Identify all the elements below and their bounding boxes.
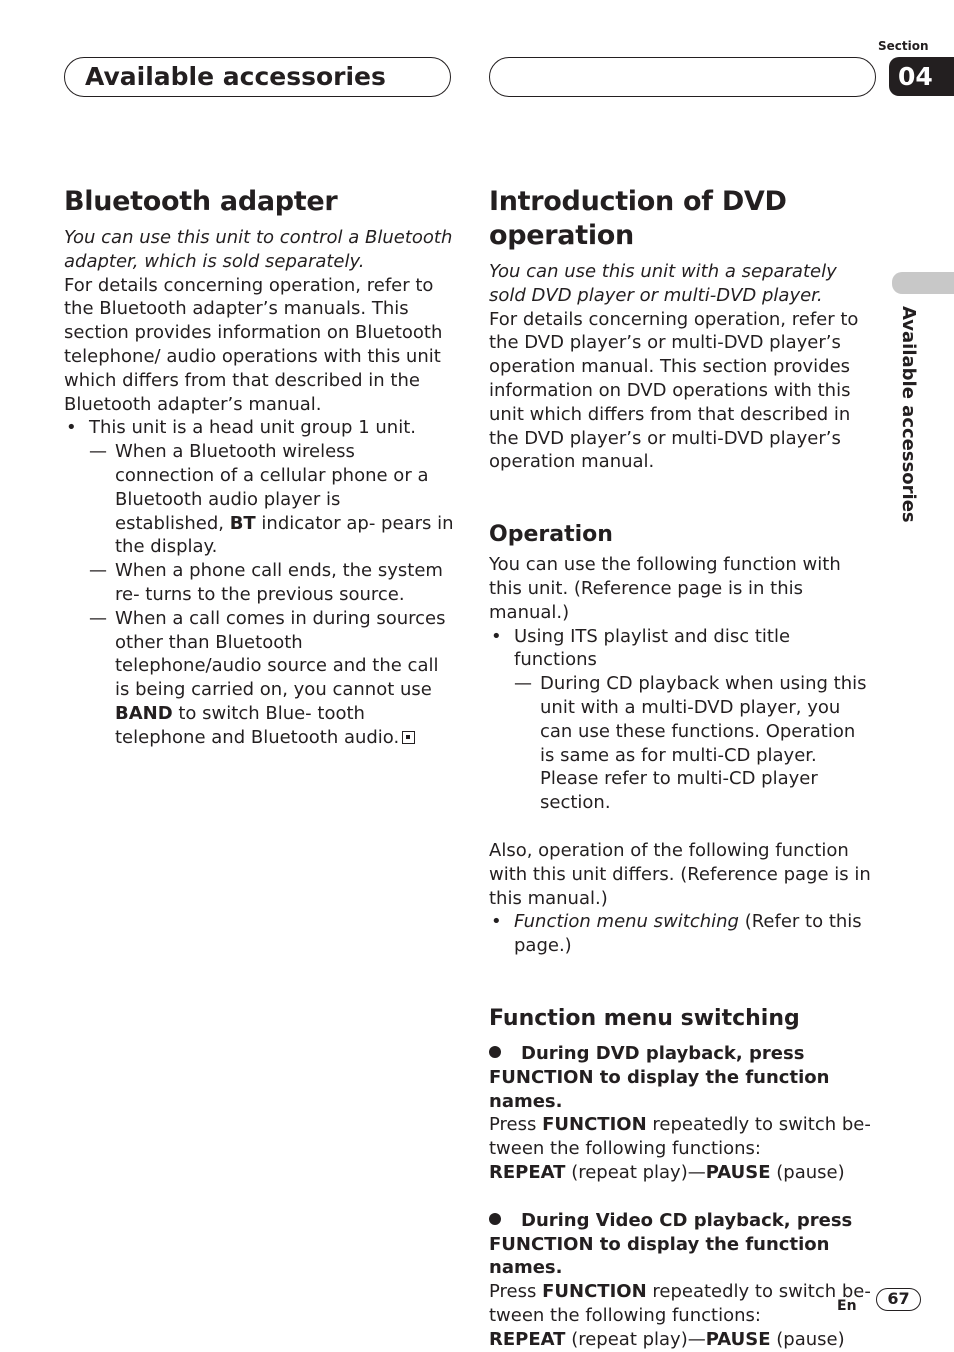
left-column	[64, 185, 454, 750]
step-bullet-icon	[489, 1213, 501, 1225]
step-dvd-press: Press FUNCTION repeatedly to switch be- tween the following functions:	[489, 1114, 871, 1160]
operation-heading: Operation	[489, 522, 613, 548]
section-label: Section	[878, 39, 929, 53]
right-column	[489, 185, 871, 1351]
bluetooth-bullet: • This unit is a head unit group 1 unit.	[64, 416, 454, 440]
side-tab-marker	[892, 272, 954, 294]
page-number: 67	[876, 1288, 921, 1311]
operation-dash: — During CD playback when using this unit with a multi-DVD player, you can use these functions. Operation is same as for multi-CD player. Please refer to multi-CD player section.	[514, 673, 867, 814]
bluetooth-dash-2: — When a phone call ends, the system re- turns to the previous source.	[89, 560, 443, 605]
step-vcd-playback: During Video CD playback, press FUNCTION to display the function names.	[489, 1209, 853, 1279]
also-body: Also, operation of the following function with this unit differs. (Reference page is in this manual.)	[489, 839, 871, 909]
dvd-intro-body: For details concerning operation, refer to the DVD player’s or multi-DVD player’s operation manual. This section provides information on DVD operations with this unit which differs from that described in the DVD player’s or multi-DVD player’s operation manual.	[489, 308, 859, 473]
operation-body: You can use the following function with this unit. (Reference page is in this manual.)	[489, 554, 841, 623]
also-bullet: • Function menu switching (Refer to this page.)	[489, 910, 871, 958]
header-title: Available accessories	[85, 62, 386, 91]
step-vcd-functions: REPEAT (repeat play)—PAUSE (pause)	[489, 1328, 845, 1350]
step-bullet-icon	[489, 1046, 501, 1058]
step-dvd-functions: REPEAT (repeat play)—PAUSE (pause)	[489, 1161, 845, 1183]
bluetooth-heading: Bluetooth adapter	[64, 186, 338, 217]
language-label: En	[837, 1298, 857, 1314]
section-number: 04	[889, 57, 954, 96]
bluetooth-intro-body: For details concerning operation, refer to the Bluetooth adapter’s manuals. This section provides information on Bluetooth telephone/ audio operations with this unit which differs from that described in the Bluetooth adapter’s manual.	[64, 274, 443, 415]
header-title-pill	[64, 57, 451, 97]
step-dvd-playback: During DVD playback, press FUNCTION to display the function names.	[489, 1042, 830, 1112]
bluetooth-dash-3: — When a call comes in during sources other than Bluetooth telephone/audio source and the call is being carried on, you cannot use BAND to switch Blue- tooth telephone and Bluetooth audio.	[89, 607, 446, 748]
bluetooth-intro-italic: You can use this unit to control a Bluetooth adapter, which is sold separately.	[64, 227, 453, 272]
dvd-intro-italic: You can use this unit with a separately sold DVD player or multi-DVD player.	[489, 261, 837, 306]
bluetooth-dash-1: — When a Bluetooth wireless connection of a cellular phone or a Bluetooth audio player is established, BT indicator ap- pears in the display.	[89, 441, 454, 558]
side-tab-label: Available accessories	[898, 306, 919, 523]
end-of-section-icon	[402, 731, 415, 744]
header-empty-pill	[489, 57, 876, 97]
dvd-heading: Introduction of DVD operation	[489, 186, 787, 251]
step-vcd-press: Press FUNCTION repeatedly to switch be- tween the following functions:	[489, 1281, 871, 1326]
operation-bullet: • Using ITS playlist and disc title functions	[489, 625, 871, 673]
function-menu-heading: Function menu switching	[489, 1005, 800, 1031]
